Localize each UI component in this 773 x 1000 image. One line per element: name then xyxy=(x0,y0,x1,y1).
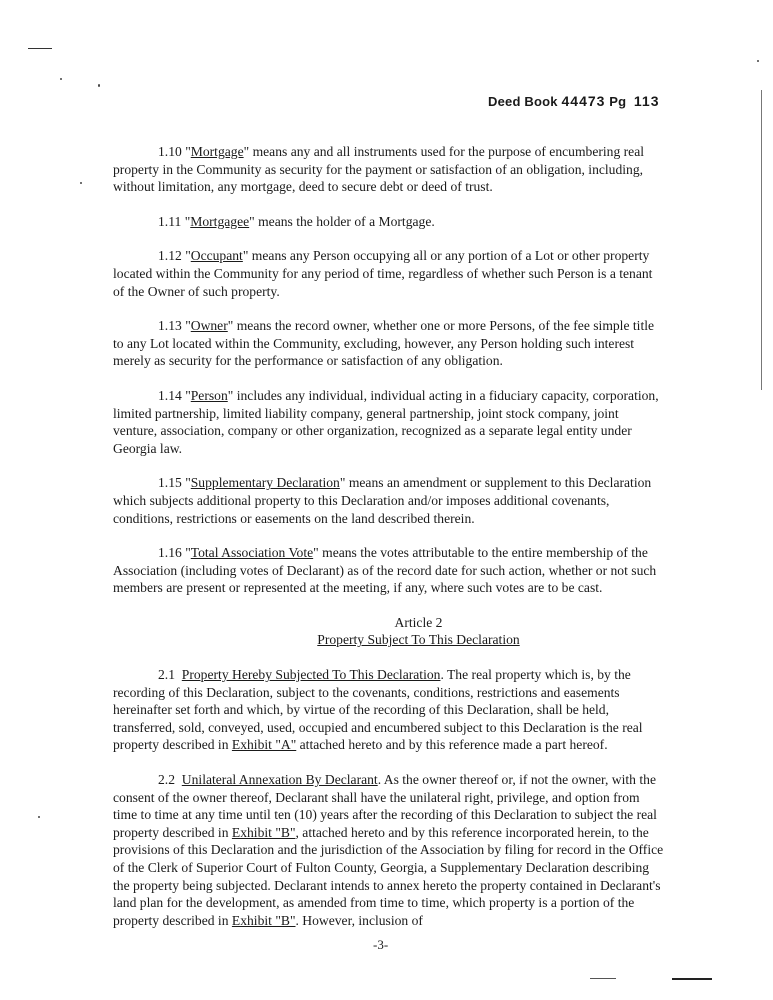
section-number: 1.15 xyxy=(158,475,182,491)
section-number: 1.16 xyxy=(158,545,182,561)
definition-text: includes any individual, individual acting in a fiduciary capacity, corporation, limited partnership, limited liability company, general partnership, joint stock company, joint venture, association, company or other organization, recognized as a separate legal entity under Georgia law. xyxy=(113,387,659,456)
exhibit-reference: Exhibit "A" xyxy=(231,737,297,753)
section-number: 2.1 xyxy=(158,667,175,683)
section-text: . However, inclusion of xyxy=(295,912,423,928)
deed-book-header xyxy=(488,93,660,109)
definition-paragraph: 1.16 "Total Association Vote" means the votes attributable to the entire membership of the Association (including votes of Declarant) as of the record date for such action, whether or not such members are present or represented at the meeting, if any, where such votes are to be cast. xyxy=(113,545,657,596)
section-number: 1.14 xyxy=(158,387,182,403)
defined-term: Person xyxy=(190,387,228,403)
definition-paragraph: 1.15 "Supplementary Declaration" means an amendment or supplement to this Declaration which subjects additional property to this Declaration and/or imposes additional covenants, conditions, restrictions or easements on the land described therein. xyxy=(113,475,652,526)
section-paragraph xyxy=(113,666,666,754)
defined-term: Total Association Vote xyxy=(190,545,314,561)
article-title: Property Subject To This Declaration xyxy=(317,632,520,648)
exhibit-reference: Exhibit "B" xyxy=(231,912,296,928)
page-number: 113 xyxy=(633,93,660,109)
page-label: Pg xyxy=(609,94,627,109)
definition-text: means the record owner, whether one or more Persons, of the fee simple title to any Lot located within the Community, excluding, however, any Person holding such interest merely as security for the performance or satisfaction of any obligation. xyxy=(113,318,655,369)
deed-book-label: Deed Book xyxy=(488,94,558,109)
section-number: 1.13 xyxy=(158,318,182,334)
section-text: attached hereto and by this reference made a part hereof. xyxy=(296,737,608,753)
scan-bottom-mark xyxy=(672,978,712,980)
section-heading: Property Hereby Subjected To This Declaration xyxy=(181,667,441,683)
section-number: 1.10 xyxy=(158,144,182,159)
definition-text: means the holder of a Mortgage. xyxy=(254,213,435,229)
definition-paragraph: 1.12 "Occupant" means any Person occupying all or any portion of a Lot or other property located within the Community for any period of time, regardless of whether such Person is a tenant of the Owner of such property. xyxy=(113,248,653,299)
section-number: 1.12 xyxy=(158,248,182,264)
article-label: Article 2 xyxy=(394,614,443,630)
section-number: 1.11 xyxy=(158,213,182,229)
definition-paragraph: 1.14 "Person" includes any individual, individual acting in a fiduciary capacity, corporation, limited partnership, limited liability company, general partnership, joint stock company, joint venture, association, company or other organization, recognized as a separate legal entity under Georgia law. xyxy=(113,387,659,456)
definition-paragraph: 1.10 "Mortgage" means any and all instruments used for the purpose of encumbering real property in the Community as security for the payment or satisfaction of an obligation, including, without limitation, any mortgage, deed to secure debt or deed of trust. xyxy=(113,144,645,195)
definition-text: means any Person occupying all or any portion of a Lot or other property located within the Community for any period of time, regardless of whether such Person is a tenant of the Owner of such property. xyxy=(113,248,653,299)
scan-margin-mark xyxy=(28,48,52,49)
definition-text: means the votes attributable to the entire membership of the Association (including votes of Declarant) as of the record date for such action, whether or not such members are present or represented at the meeting, if any, where such votes are to be cast. xyxy=(113,545,657,596)
section-text: . As the owner thereof or, if not the owner, with the consent of the owner thereof, Declarant shall have the unilateral right, privilege, and option from time to time at any time until ten (10) years after the recording of this Declaration to subject the real property described in xyxy=(113,772,657,840)
scan-edge-line xyxy=(761,90,762,390)
section-text: , attached hereto and by this reference incorporated herein, to the provisions of this Declaration and the jurisdiction of the Association by filing for record in the Office of the Clerk of Superior Court of Fulton County, Georgia, a Supplementary Declaration describing the property being subjected. Declarant intends to annex hereto the property contained in Declarant's land plan for the development, as amended from time to time, which property is a portion of the property described in xyxy=(113,824,664,928)
section-paragraph xyxy=(113,771,666,929)
exhibit-reference: Exhibit "B" xyxy=(231,824,296,840)
definition-paragraph: 1.13 "Owner" means the record owner, whether one or more Persons, of the fee simple title to any Lot located within the Community, excluding, however, any Person holding such interest merely as security for the performance or satisfaction of any obligation. xyxy=(113,318,655,369)
scan-speck xyxy=(757,60,759,62)
section-number: 2.2 xyxy=(158,772,175,788)
defined-term: Supplementary Declaration xyxy=(190,475,340,491)
scan-speck xyxy=(80,182,82,184)
document-body xyxy=(113,143,666,946)
section-text: . The real property which is, by the recording of this Declaration, subject to the covenants, conditions, restrictions and easements hereinafter set forth and which, by virtue of the recording of this Declaration, shall be held, transferred, sold, conveyed, used, occupied and encumbered subject to this Declaration is the real property described in xyxy=(113,667,643,753)
article-heading xyxy=(113,614,666,649)
defined-term: Mortgagee xyxy=(190,213,250,229)
scan-speck xyxy=(98,84,100,87)
defined-term: Occupant xyxy=(190,248,243,264)
definition-text: means an amendment or supplement to this Declaration which subjects additional property to this Declaration and/or imposes additional covenants, conditions, restrictions or easements on the land described therein. xyxy=(113,475,652,526)
deed-book-number: 44473 xyxy=(561,93,606,109)
definition-text: means any and all instruments used for the purpose of encumbering real property in the Community as security for the payment or satisfaction of an obligation, including, without limitation, any mortgage, deed to secure debt or deed of trust. xyxy=(113,144,645,195)
page-footer-number: -3- xyxy=(373,937,389,952)
scan-bottom-mark xyxy=(590,978,616,979)
defined-term: Mortgage xyxy=(190,144,244,159)
scan-speck xyxy=(60,78,62,80)
definition-paragraph: 1.11 "Mortgagee" means the holder of a Mortgage. xyxy=(158,213,435,229)
scan-speck xyxy=(38,816,40,818)
defined-term: Owner xyxy=(190,318,228,334)
section-heading: Unilateral Annexation By Declarant xyxy=(181,772,378,788)
